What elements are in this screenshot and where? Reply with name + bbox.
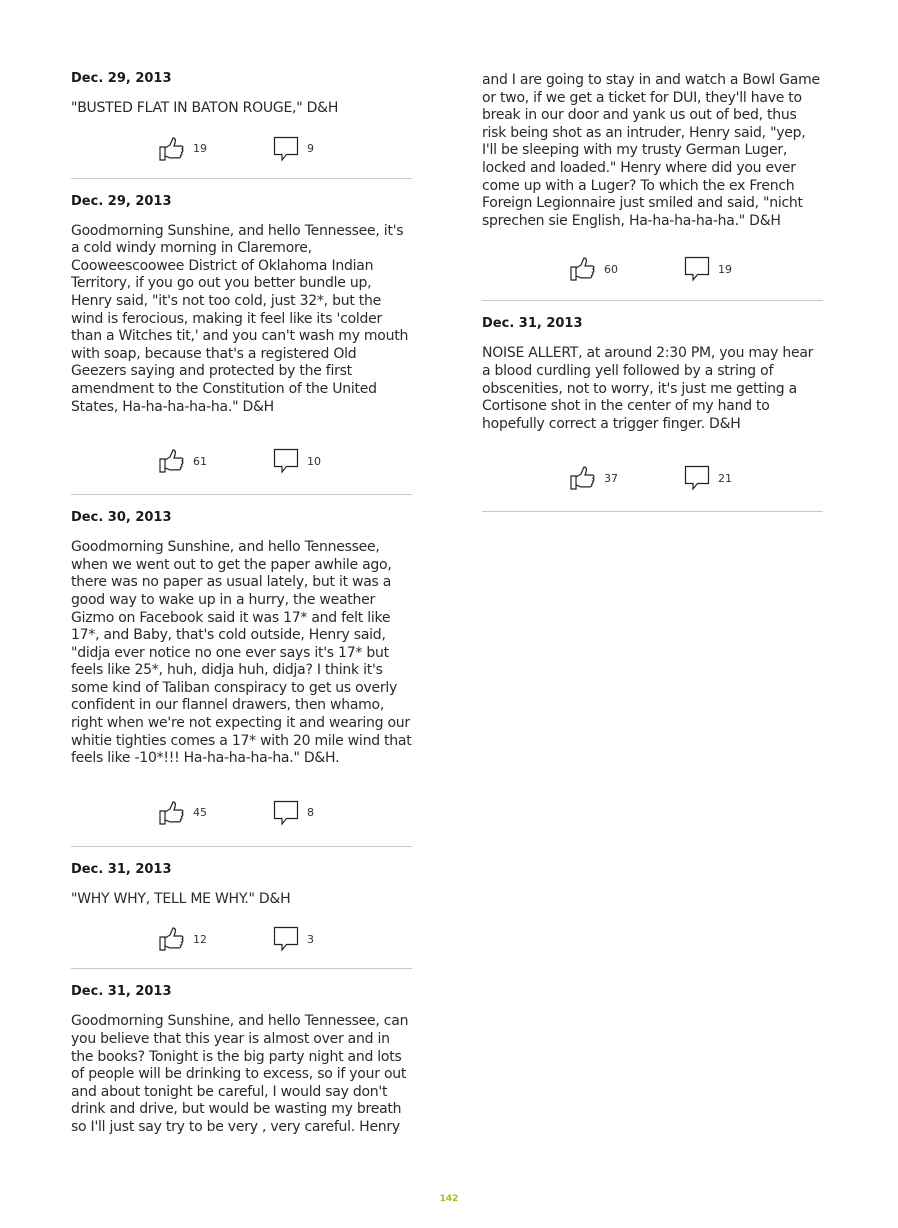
comment-count: 3 [307,932,314,946]
comment-count: 10 [307,454,321,468]
post-actions [482,433,823,511]
page-number: 142 [439,1194,459,1204]
right-column [482,72,823,526]
post-text: Goodmorning Sunshine, and hello Tennessee, can you believe that this year is almost over and in the books? Tonight is the big party night and lots of people will be drinking to excess, so if your out and about tonight be careful, I would say don't drink and drive, but would be wasting my breath so I'll just say try to be very , very careful. Henry [71,1013,409,1135]
speech-bubble-icon [273,800,299,826]
like-count: 45 [193,806,207,820]
post-actions [71,416,412,494]
post-text: "WHY WHY, TELL ME WHY." D&H [71,890,291,907]
comment-button[interactable] [684,465,732,491]
comment-count: 21 [718,471,732,485]
post-text: Goodmorning Sunshine, and hello Tennessee, when we went out to get the paper awhile ago, there was no paper as usual lately, but it was a good way to wake up in a hurry, the weather Gizmo on Facebook said it was 17* and felt like 17*, and Baby, that's cold outside, Henry said, "didja ever notice no one ever says it's 17* but feels like 25*, huh, didja huh, didja? I think it's some kind of Taliban conspiracy to get us overly confident in our flannel drawers, then whamo, right when we're not expecting it and wearing our whitie tighties comes a 17* with 20 mile wind that feels like -10*!!! Ha-ha-ha-ha-ha." D&H. [71,539,412,767]
comment-count: 19 [718,262,732,276]
thumbs-up-icon [159,448,185,474]
like-count: 60 [604,262,618,276]
like-button[interactable] [159,448,207,474]
comment-button[interactable] [273,800,314,826]
like-button[interactable] [570,465,618,491]
post [482,315,823,512]
comment-count: 8 [307,806,314,820]
post-text: Goodmorning Sunshine, and hello Tennessee, it's a cold windy morning in Claremore, Cooweescoowee District of Oklahoma Indian Territory, if you go out you better bundle up, Henry said, "it's not too cold, just 32*, but the wind is ferocious, making it feel like its 'colder than a Witches tit,' and you can't wash my mouth with soap, because that's a registered Old Geezers saying and protected by the first amendment to the Constitution of the United States, Ha-ha-ha-ha-ha." D&H [71,222,409,415]
speech-bubble-icon [273,926,299,952]
post [71,70,412,179]
post-date: Dec. 31, 2013 [482,316,583,332]
post-text: NOISE ALLERT, at around 2:30 PM, you may hear a blood curdling yell followed by a string of obscenities, not to worry, it's just me getting a Cortisone shot in the center of my hand to hopefully correct a trigger finger. D&H [482,345,814,432]
like-button[interactable] [159,926,207,952]
comment-button[interactable] [684,256,732,282]
like-button[interactable] [159,136,207,162]
comment-count: 9 [307,142,314,156]
post [482,72,823,301]
like-button[interactable] [570,256,618,282]
like-count: 61 [193,454,207,468]
speech-bubble-icon [273,136,299,162]
post-text: "BUSTED FLAT IN BATON ROUGE," D&H [71,100,339,116]
left-column [71,70,412,1151]
like-button[interactable] [159,800,207,826]
comment-button[interactable] [273,448,321,474]
speech-bubble-icon [684,256,710,282]
post [71,509,412,847]
like-count: 37 [604,471,618,485]
like-count: 12 [193,932,207,946]
thumbs-up-icon [570,256,596,282]
post-actions [71,768,412,846]
speech-bubble-icon [273,448,299,474]
post [71,193,412,496]
thumbs-up-icon [159,136,185,162]
like-count: 19 [193,142,207,156]
post-date: Dec. 30, 2013 [71,510,172,526]
thumbs-up-icon [570,465,596,491]
post-date: Dec. 29, 2013 [71,71,172,86]
post-date: Dec. 31, 2013 [71,861,172,877]
post-date: Dec. 31, 2013 [71,984,172,1000]
thumbs-up-icon [159,926,185,952]
comment-button[interactable] [273,136,314,162]
post-actions [71,908,412,968]
post [71,861,412,970]
post-actions [71,118,412,178]
post-actions [482,230,823,300]
thumbs-up-icon [159,800,185,826]
post-date: Dec. 29, 2013 [71,193,172,209]
comment-button[interactable] [273,926,314,952]
post-text: and I are going to stay in and watch a Bowl Game or two, if we get a ticket for DUI, they'll have to break in our door and yank us out of bed, thus risk being shot as an intruder, Henry said, "yep, I'll be sleeping with my trusty German Luger, locked and loaded." Henry where did you ever come up with a Luger? To which the ex French Foreign Legionnaire just smiled and said, "nicht sprechen sie English, Ha-ha-ha-ha-ha." D&H [482,72,820,229]
speech-bubble-icon [684,465,710,491]
post [71,983,412,1136]
